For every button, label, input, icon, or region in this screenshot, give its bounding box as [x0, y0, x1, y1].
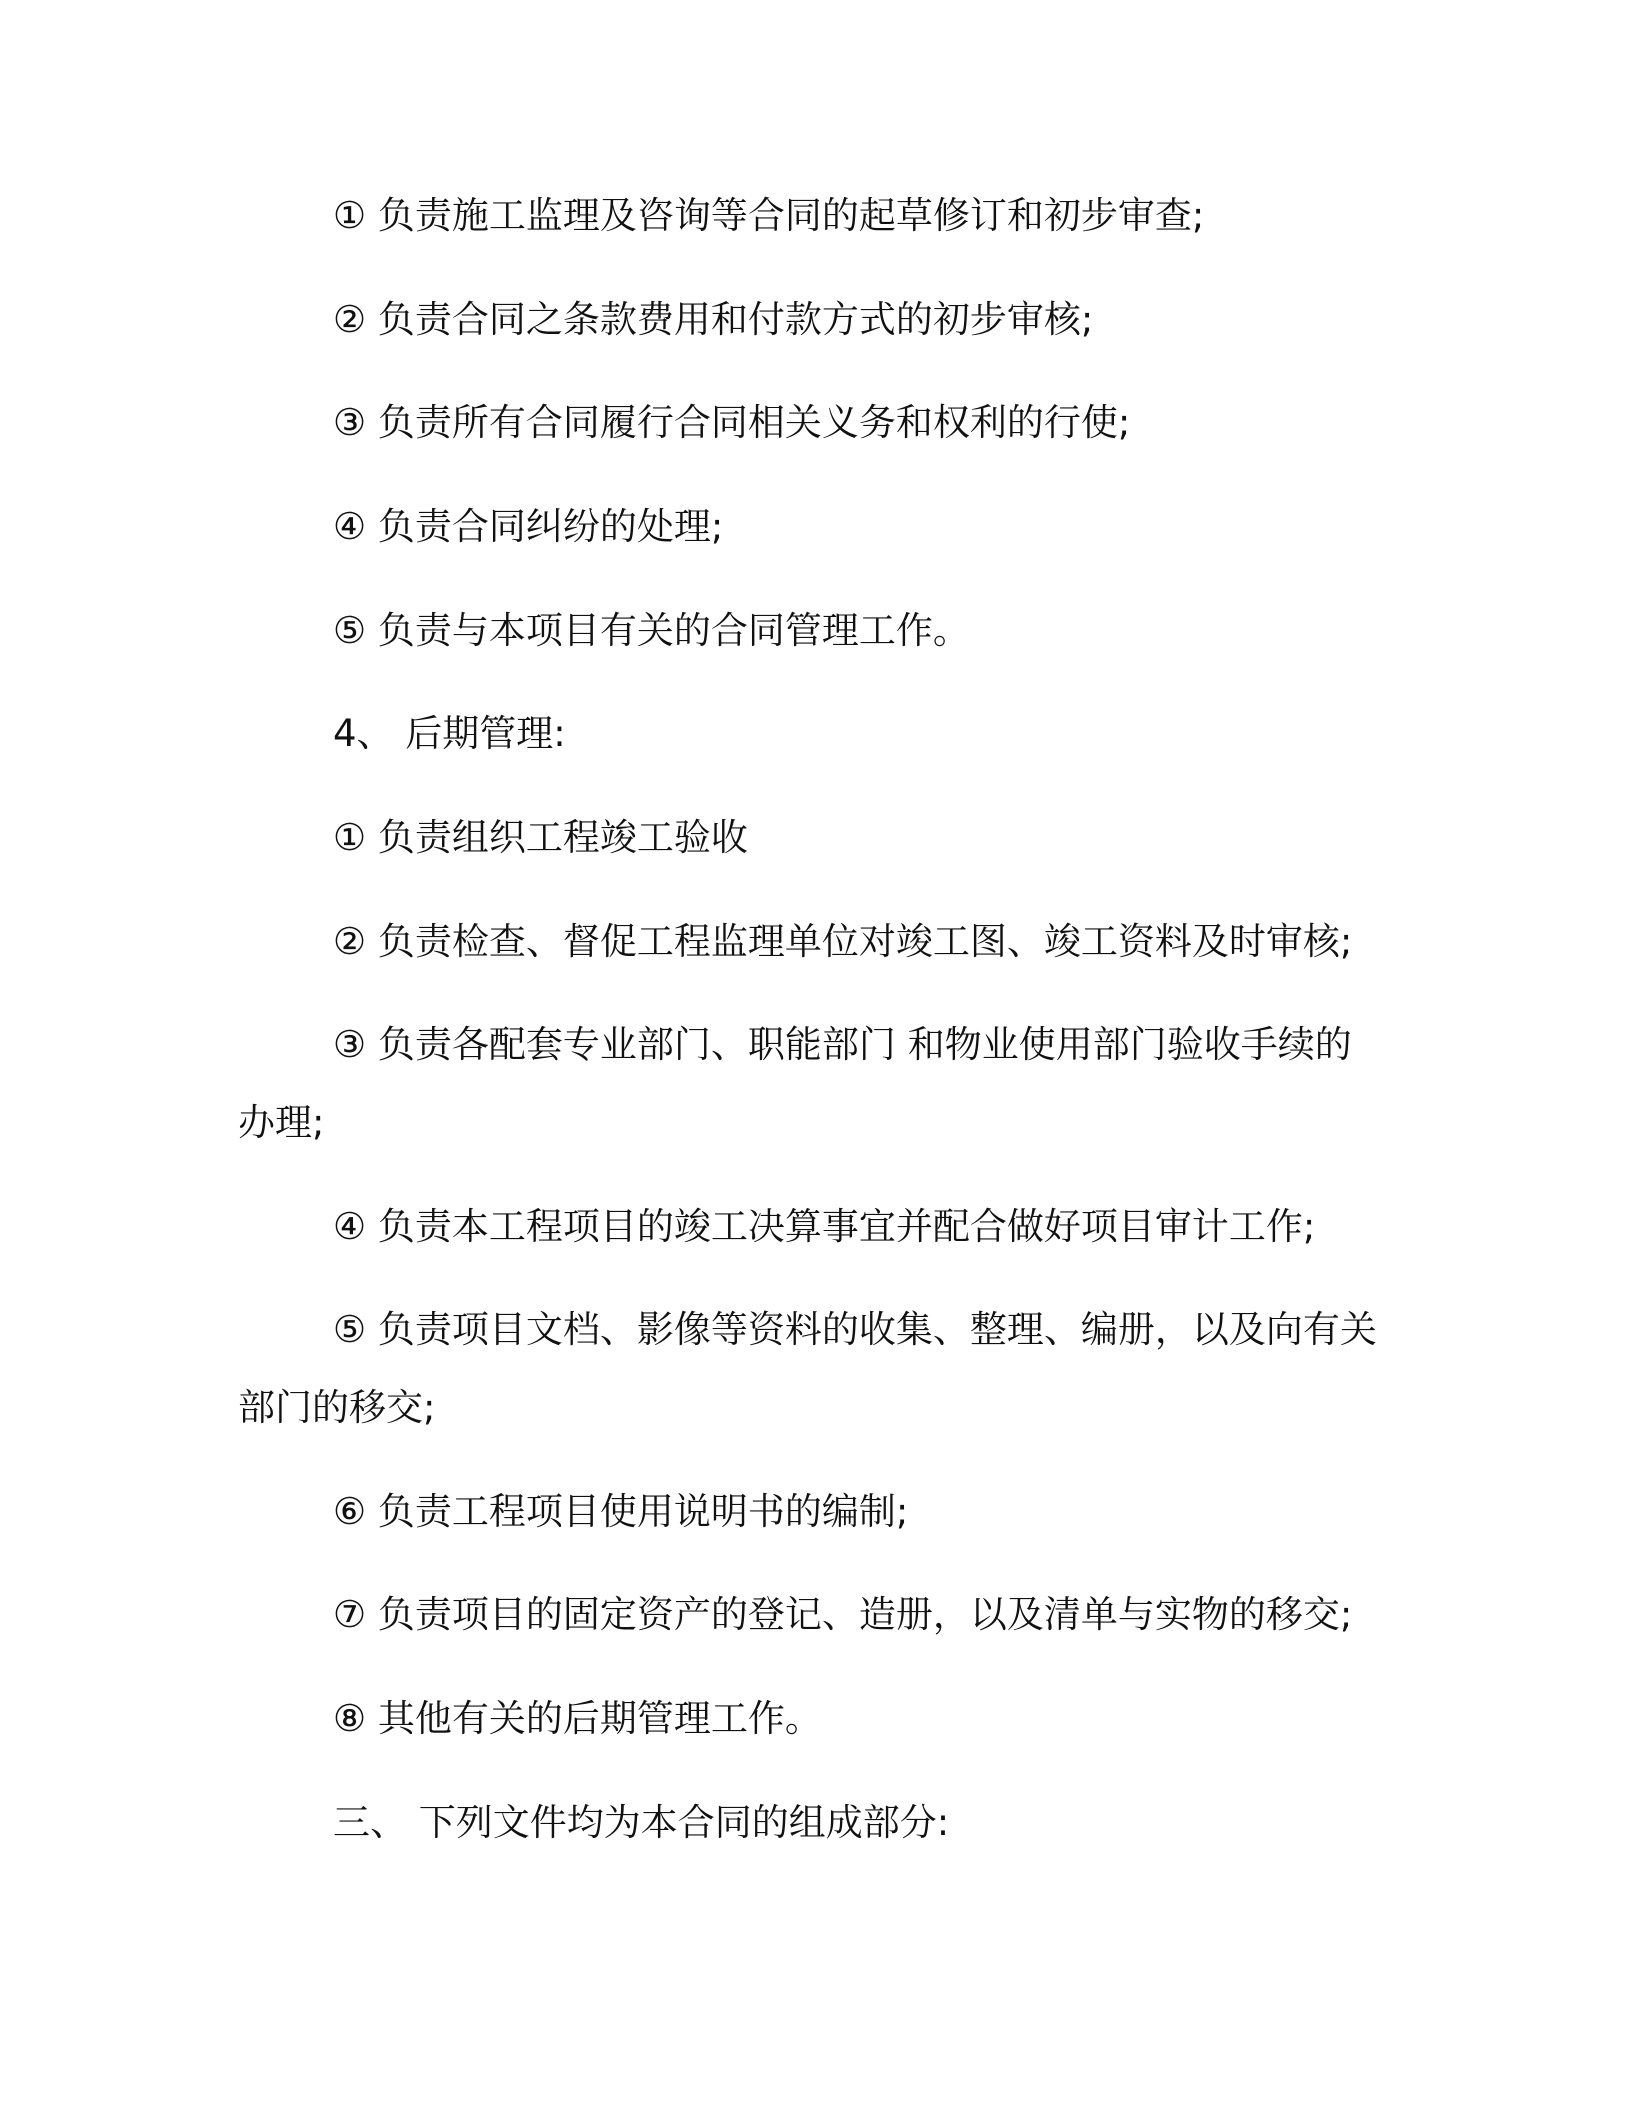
paragraph-post-item-3-continuation: 办理;	[238, 1101, 325, 1144]
paragraph-post-item-1: ① 负责组织工程竣工验收	[333, 816, 748, 859]
paragraph-contract-item-5: ⑤ 负责与本项目有关的合同管理工作。	[333, 609, 970, 652]
section-heading-post-management: 4、 后期管理:	[333, 712, 566, 755]
paragraph-contract-item-1: ① 负责施工监理及咨询等合同的起草修订和初步审查;	[333, 194, 1205, 237]
paragraph-post-item-2: ② 负责检查、督促工程监理单位对竣工图、竣工资料及时审核;	[333, 920, 1353, 963]
paragraph-post-item-8: ⑧ 其他有关的后期管理工作。	[333, 1697, 822, 1740]
paragraph-post-item-6: ⑥ 负责工程项目使用说明书的编制;	[333, 1490, 909, 1533]
paragraph-post-item-4: ④ 负责本工程项目的竣工决算事宜并配合做好项目审计工作;	[333, 1205, 1316, 1248]
paragraph-contract-item-2: ② 负责合同之条款费用和付款方式的初步审核;	[333, 298, 1094, 341]
paragraph-post-item-3: ③ 负责各配套专业部门、职能部门 和物业使用部门验收手续的	[333, 1023, 1352, 1066]
paragraph-contract-item-3: ③ 负责所有合同履行合同相关义务和权利的行使;	[333, 401, 1131, 444]
paragraph-post-item-7: ⑦ 负责项目的固定资产的登记、造册，以及清单与实物的移交;	[333, 1593, 1353, 1636]
paragraph-post-item-5: ⑤ 负责项目文档、影像等资料的收集、整理、编册，以及向有关	[333, 1308, 1377, 1351]
paragraph-post-item-5-continuation: 部门的移交;	[238, 1386, 436, 1429]
section-heading-contract-documents: 三、 下列文件均为本合同的组成部分:	[333, 1801, 950, 1844]
paragraph-contract-item-4: ④ 负责合同纠纷的处理;	[333, 505, 724, 548]
